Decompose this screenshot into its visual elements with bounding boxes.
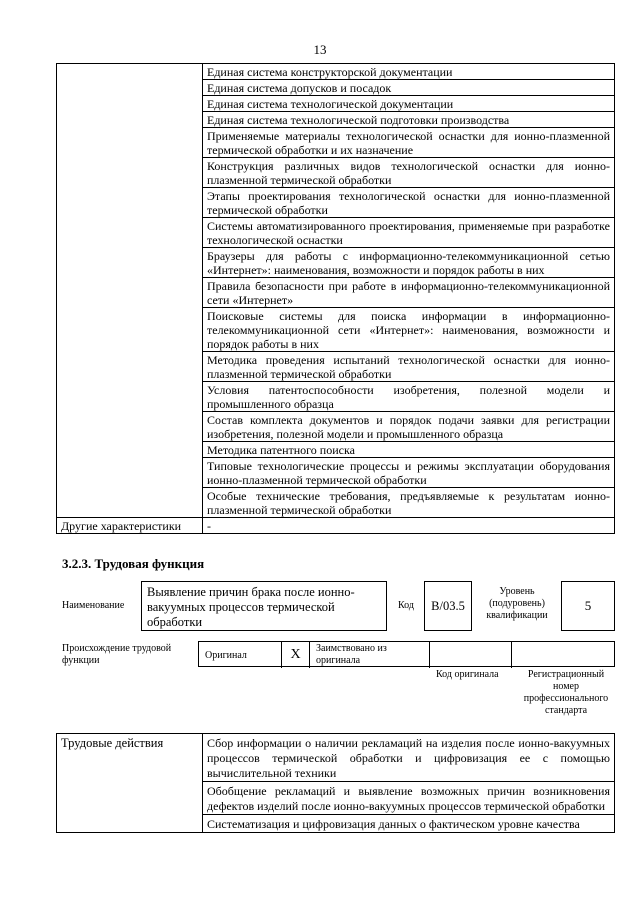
page-number: 13 <box>313 42 327 57</box>
knowledge-item: Методика патентного поиска <box>203 442 615 458</box>
other-characteristics-label: Другие характеристики <box>57 518 203 534</box>
knowledge-item: Браузеры для работы с информационно-телекоммуникационной сетью «Интернет»: наименования, возможности и порядок работы в них <box>203 248 615 278</box>
borrowed-cell <box>310 642 430 668</box>
knowledge-item: Конструкция различных видов технологической оснастки для ионно-плазменной термической обработки <box>203 158 615 188</box>
labor-actions-label: Трудовые действия <box>57 734 203 833</box>
table-row <box>57 64 615 80</box>
knowledge-item: Методика проведения испытаний технологической оснастки для ионно-плазменной термической обработки <box>203 352 615 382</box>
other-characteristics-value: - <box>203 518 615 534</box>
knowledge-item: Правила безопасности при работе в информационно-телекоммуникационной сети «Интернет» <box>203 278 615 308</box>
knowledge-item: Особые технические требования, предъявляемые к результатам ионно-плазменной термической обработки <box>203 488 615 518</box>
table-row <box>57 734 615 782</box>
reg-number-cell <box>512 642 616 668</box>
knowledge-item: Типовые технологические процессы и режимы эксплуатации оборудования ионно-плазменной термической обработки <box>203 458 615 488</box>
table-row <box>57 518 615 534</box>
knowledge-item: Единая система технологической подготовки производства <box>203 112 615 128</box>
original-label: Оригинал <box>205 650 247 661</box>
code-label: Код <box>398 600 414 611</box>
origin-row <box>198 641 615 667</box>
qualification-level: 5 <box>561 581 615 631</box>
knowledge-item: Системы автоматизированного проектирования, применяемые при разработке технологической оснастки <box>203 218 615 248</box>
labor-action-item: Систематизация и цифровизация данных о фактическом уровне качества <box>203 815 615 833</box>
labor-actions-table <box>56 733 615 833</box>
name-label: Наименование <box>62 600 125 611</box>
knowledge-item: Этапы проектирования технологической оснастки для ионно-плазменной термической обработки <box>203 188 615 218</box>
knowledge-item: Единая система конструкторской документации <box>203 64 615 80</box>
original-mark: X <box>282 642 310 668</box>
knowledge-table <box>56 63 615 534</box>
origin-label: Происхождение трудовой функции <box>62 643 172 666</box>
reg-number-label: Регистрационный номер профессионального стандарта <box>523 669 609 716</box>
knowledge-item: Единая система технологической документации <box>203 96 615 112</box>
knowledge-item: Поисковые системы для поиска информации в информационно-телекоммуникационной сети «Интернет»: наименования, возможности и порядок работы в них <box>203 308 615 352</box>
code-original-label: Код оригинала <box>436 669 499 680</box>
code-original-cell <box>430 642 512 668</box>
knowledge-label-cell <box>57 64 203 518</box>
level-label: Уровень (подуровень) квалификации <box>486 586 548 621</box>
function-name: Выявление причин брака после ионно-вакуумных процессов термической обработки <box>141 581 387 631</box>
labor-action-item: Обобщение рекламаций и выявление возможных причин возникновения дефектов изделий после ионно-вакуумных процессов термической обработки <box>203 782 615 815</box>
borrowed-label: Заимствовано из оригинала <box>316 643 387 666</box>
knowledge-item: Применяемые материалы технологической оснастки для ионно-плазменной термической обработки и их назначение <box>203 128 615 158</box>
section-title: 3.2.3. Трудовая функция <box>62 556 205 571</box>
original-cell <box>199 642 282 668</box>
labor-action-item: Сбор информации о наличии рекламаций на изделия после ионно-вакуумных процессов термической обработки и цифровизация ее с помощью вычислительной техники <box>203 734 615 782</box>
function-code: B/03.5 <box>424 581 472 631</box>
knowledge-item: Условия патентоспособности изобретения, полезной модели и промышленного образца <box>203 382 615 412</box>
knowledge-item: Состав комплекта документов и порядок подачи заявки для регистрации изобретения, полезной модели и промышленного образца <box>203 412 615 442</box>
knowledge-item: Единая система допусков и посадок <box>203 80 615 96</box>
